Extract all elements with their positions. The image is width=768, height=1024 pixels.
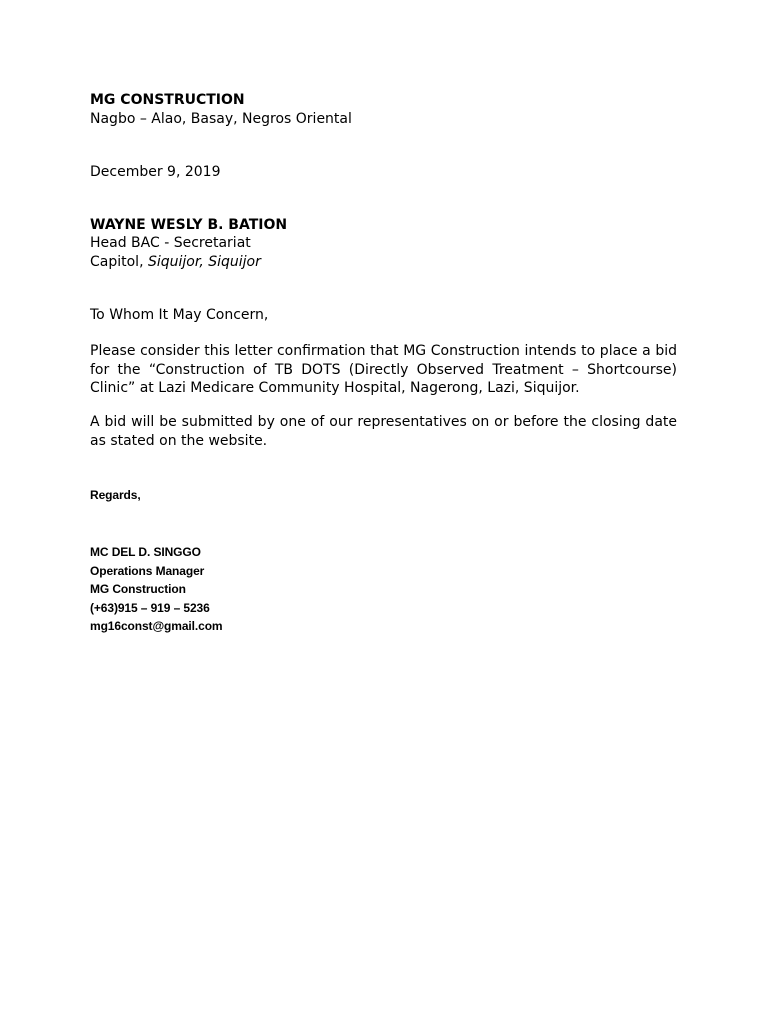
salutation: To Whom It May Concern, [90, 307, 269, 323]
letter-page [90, 0, 677, 1024]
closing-regards: Regards, [90, 488, 141, 502]
recipient-address-prefix: Capitol, [90, 254, 148, 270]
signer-title: Operations Manager [90, 563, 205, 578]
sender-address: Nagbo – Alao, Basay, Negros Oriental [90, 111, 352, 127]
signer-email: mg16const@gmail.com [90, 619, 223, 634]
letter-date: December 9, 2019 [90, 164, 221, 180]
sender-company: MG CONSTRUCTION [90, 92, 245, 108]
recipient-name: WAYNE WESLY B. BATION [90, 217, 288, 233]
recipient-title: Head BAC - Secretariat [90, 235, 251, 251]
recipient-address [90, 253, 261, 272]
body-paragraph-2: A bid will be submitted by one of our representatives on or before the closing date as stated on the website. [90, 414, 677, 449]
body-paragraph-1: Please consider this letter confirmation that MG Construction intends to place a bid for the “Construction of TB DOTS (Directly Observed Treatment – Shortcourse) Clinic” at Lazi Medicare Community Hospital, Nagerong, Lazi, Siquijor. [90, 343, 677, 396]
signer-name: MC DEL D. SINGGO [90, 545, 201, 559]
signature-block [90, 543, 223, 636]
recipient-address-italic: Siquijor, Siquijor [147, 254, 261, 270]
signer-phone: (+63)915 – 919 – 5236 [90, 600, 210, 615]
signer-company: MG Construction [90, 582, 186, 597]
